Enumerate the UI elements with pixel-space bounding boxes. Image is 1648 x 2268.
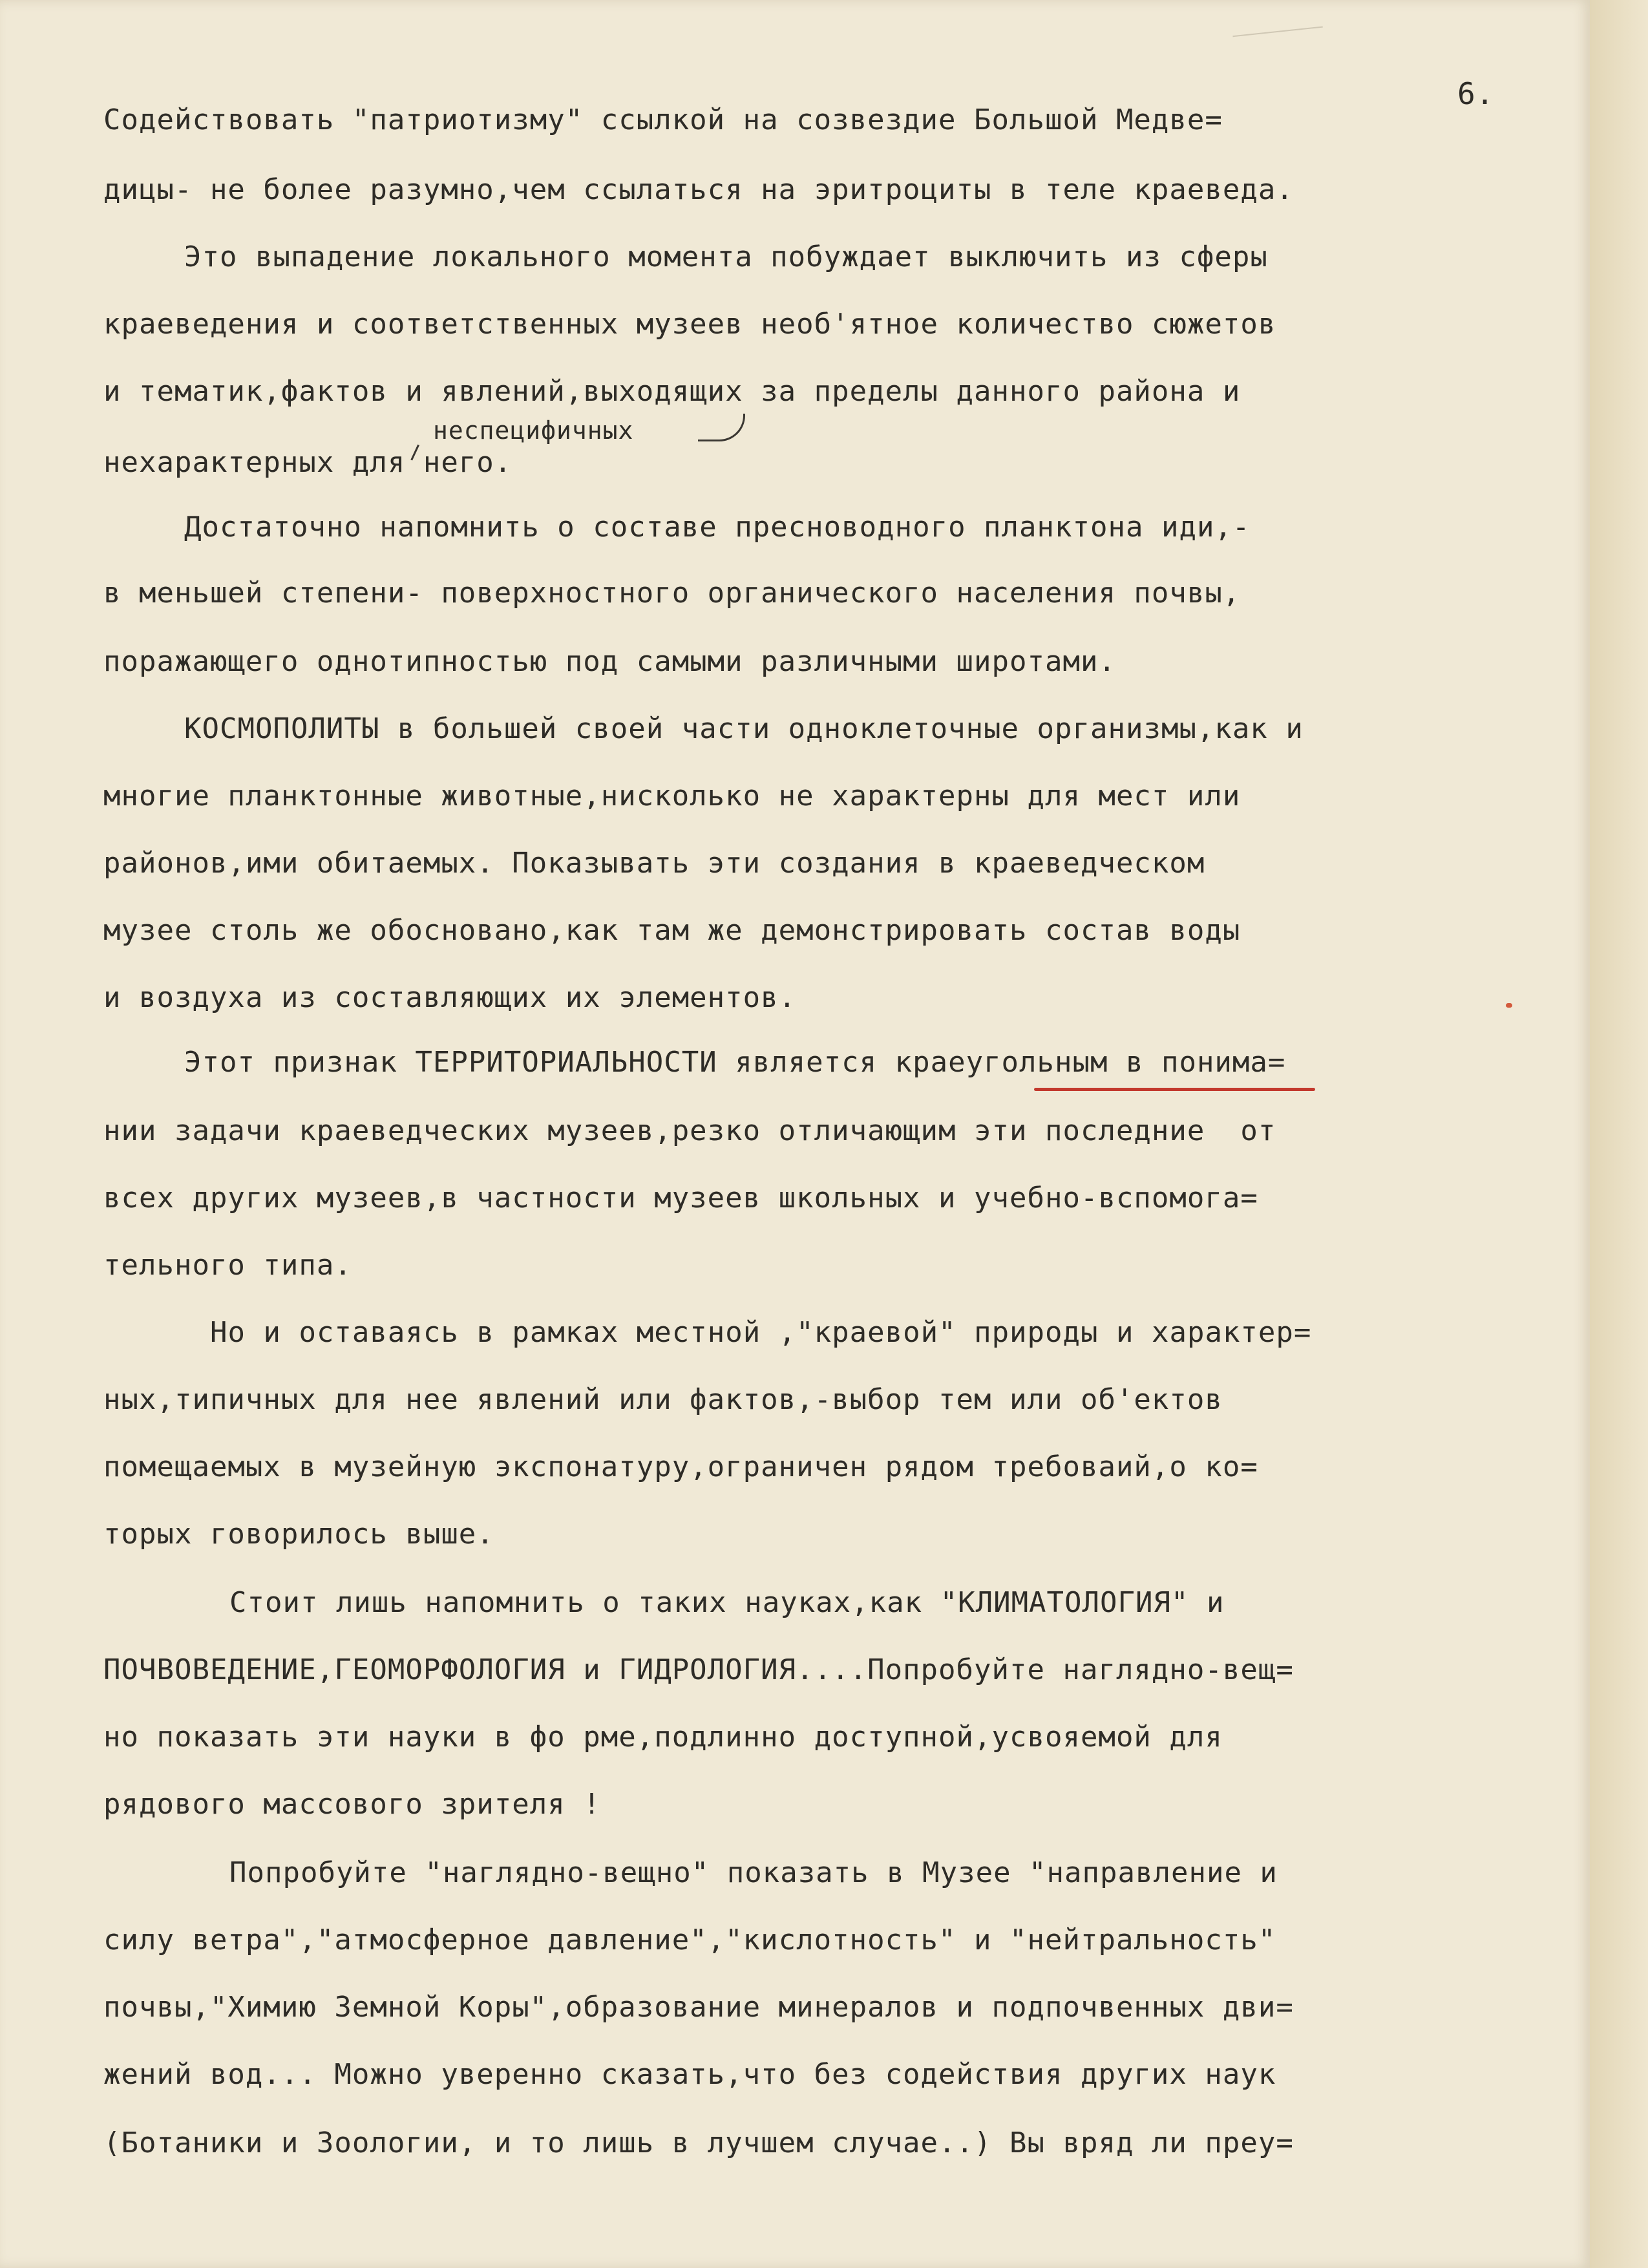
- text-line: но показать эти науки в фо рме,подлинно доступной,усвояемой для: [103, 1721, 1223, 1754]
- text-line: Стоит лишь напомнить о таких науках,как "КЛИМАТОЛОГИЯ" и: [229, 1586, 1225, 1619]
- text-line: помещаемых в музейную экспонатуру,ограничен рядом требоваий,о ко=: [103, 1450, 1258, 1483]
- text-line: Попробуйте "наглядно-вещно" показать в Музее "направление и: [229, 1856, 1278, 1889]
- page-number: 6.: [1457, 76, 1495, 111]
- text-line: (Ботаники и Зоологии, и то лишь в лучшем случае..) Вы вряд ли преу=: [103, 2126, 1294, 2159]
- text-line: Содействовать "патриотизму" ссылкой на созвездие Большой Медве=: [103, 103, 1223, 136]
- paper-edge: [1590, 0, 1648, 2268]
- text-line: краеведения и соответственных музеев необ'ятное количество сюжетов: [103, 308, 1276, 341]
- text-line: силу ветра","атмосферное давление","кислотность" и "нейтральность": [103, 1924, 1276, 1956]
- text-line: Но и оставаясь в рамках местной ,"краевой" природы и характер=: [210, 1316, 1312, 1349]
- text-line: торых говорилось выше.: [103, 1518, 494, 1551]
- text-line: районов,ими обитаемых. Показывать эти создания в краеведческом: [103, 847, 1205, 880]
- text-line: жений вод... Можно уверенно сказать,что без содействия других наук: [103, 2058, 1276, 2091]
- text-line: дицы- не более разумно,чем ссылаться на эритроциты в теле краеведа.: [103, 173, 1294, 206]
- text-line: в меньшей степени- поверхностного органического населения почвы,: [103, 577, 1241, 609]
- text-line: рядового массового зрителя !: [103, 1788, 601, 1821]
- text-line: КОСМОПОЛИТЫ в большей своей части одноклеточные организмы,как и: [184, 712, 1304, 745]
- text-line: и воздуха из составляющих их элементов.: [103, 981, 797, 1014]
- text-line: почвы,"Химию Земной Коры",образование минералов и подпочвенных дви=: [103, 1991, 1294, 2024]
- red-underline: [1034, 1088, 1315, 1091]
- text-line: многие планктонные животные,нисколько не характерны для мест или: [103, 779, 1241, 812]
- handwritten-insertion: неспецифичных: [433, 416, 634, 445]
- red-mark: [1506, 1003, 1512, 1008]
- text-line: поражающего однотипностью под самыми различными широтами.: [103, 645, 1116, 678]
- text-line: музее столь же обосновано,как там же демонстрировать состав воды: [103, 914, 1241, 947]
- text-line: Этот признак ТЕРРИТОРИАЛЬНОСТИ является краеугольным в понима=: [184, 1046, 1286, 1079]
- text-line: тельного типа.: [103, 1249, 352, 1282]
- text-line: ных,типичных для нее явлений или фактов,-выбор тем или об'ектов: [103, 1383, 1223, 1416]
- text-line: нии задачи краеведческих музеев,резко отличающим эти последние от: [103, 1114, 1276, 1147]
- text-line: ПОЧВОВЕДЕНИЕ,ГЕОМОРФОЛОГИЯ и ГИДРОЛОГИЯ....Попробуйте наглядно-вещ=: [103, 1653, 1294, 1686]
- text-line: и тематик,фактов и явлений,выходящих за пределы данного района и: [103, 375, 1241, 408]
- text-line: всех других музеев,в частности музеев школьных и учебно-вспомога=: [103, 1182, 1258, 1214]
- text-line: Это выпадение локального момента побуждает выключить из сферы: [184, 240, 1268, 273]
- text-line: нехарактерных для него.: [103, 446, 512, 479]
- text-line: Достаточно напомнить о составе пресноводного планктона иди,-: [184, 511, 1251, 544]
